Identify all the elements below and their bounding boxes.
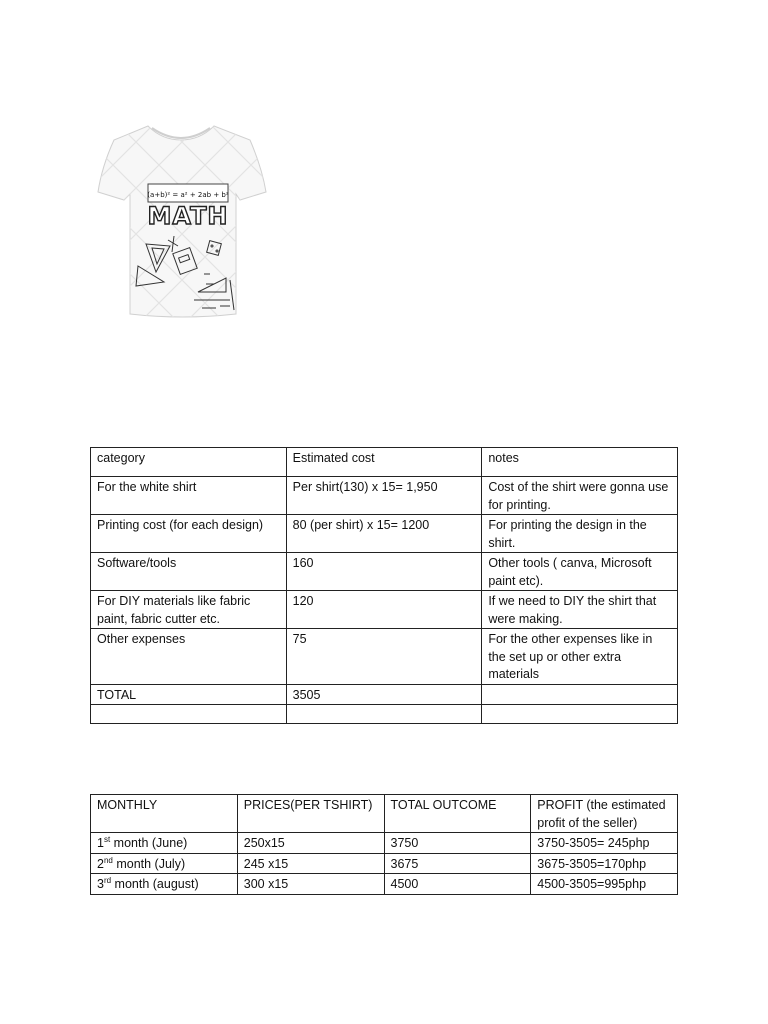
table-row <box>91 833 678 854</box>
table-row <box>91 853 678 874</box>
table-empty-row <box>91 705 678 724</box>
tshirt-equation: (a+b)² = a² + 2ab + b² <box>147 191 229 199</box>
month-label: month (June) <box>110 836 188 850</box>
cell-month <box>91 853 238 874</box>
monthly-profit-table <box>90 794 678 895</box>
header-estimated-cost: Estimated cost <box>286 448 482 477</box>
cell-category: For DIY materials like fabric paint, fabric cutter etc. <box>91 591 287 629</box>
table-row <box>91 515 678 553</box>
cell-category: Other expenses <box>91 629 287 685</box>
table-row <box>91 629 678 685</box>
month-label: month (august) <box>111 877 199 891</box>
month-ordinal-suffix: nd <box>103 855 113 865</box>
cell-notes: For printing the design in the shirt. <box>482 515 678 553</box>
tshirt-math-word: MATH <box>147 202 229 230</box>
table-row <box>91 477 678 515</box>
cell-total-value: 3505 <box>286 684 482 705</box>
month-ordinal-suffix: st <box>103 834 111 844</box>
cell-outcome: 3675 <box>384 853 531 874</box>
cell-estimated-cost: 120 <box>286 591 482 629</box>
cell-estimated-cost: 160 <box>286 553 482 591</box>
cell-category: Software/tools <box>91 553 287 591</box>
cell-notes: For the other expenses like in the set up or other extra materials <box>482 629 678 685</box>
table-total-row <box>91 684 678 705</box>
cell-profit: 4500-3505=995php <box>531 874 678 895</box>
header-category: category <box>91 448 287 477</box>
cell-estimated-cost: Per shirt(130) x 15= 1,950 <box>286 477 482 515</box>
month-number: 3 <box>97 877 104 891</box>
cell-notes <box>482 684 678 705</box>
cell-empty <box>286 705 482 724</box>
table-header-row <box>91 795 678 833</box>
cell-profit: 3675-3505=170php <box>531 853 678 874</box>
header-prices: PRICES(PER TSHIRT) <box>237 795 384 833</box>
cell-outcome: 4500 <box>384 874 531 895</box>
header-profit: PROFIT (the estimated profit of the seller) <box>531 795 678 833</box>
cell-price: 245 x15 <box>237 853 384 874</box>
table-row <box>91 874 678 895</box>
month-label: month (July) <box>112 856 186 871</box>
cell-notes: Other tools ( canva, Microsoft paint etc). <box>482 553 678 591</box>
month-number: 1 <box>97 836 104 850</box>
cell-price: 300 x15 <box>237 874 384 895</box>
estimated-cost-table <box>90 447 678 724</box>
math-tshirt-image <box>90 96 272 348</box>
header-total-outcome: TOTAL OUTCOME <box>384 795 531 833</box>
cell-category: Printing cost (for each design) <box>91 515 287 553</box>
month-number: 2 <box>97 856 104 871</box>
cell-outcome: 3750 <box>384 833 531 854</box>
table-row <box>91 591 678 629</box>
month-ordinal-suffix: rd <box>103 875 112 885</box>
cell-month <box>91 874 238 895</box>
tshirt-illustration <box>90 96 272 348</box>
cell-estimated-cost: 75 <box>286 629 482 685</box>
table-header-row <box>91 448 678 477</box>
cell-empty <box>482 705 678 724</box>
header-monthly: MONTHLY <box>91 795 238 833</box>
cell-total-label: TOTAL <box>91 684 287 705</box>
header-notes: notes <box>482 448 678 477</box>
cell-notes: If we need to DIY the shirt that were making. <box>482 591 678 629</box>
table-row <box>91 553 678 591</box>
cell-category: For the white shirt <box>91 477 287 515</box>
cell-estimated-cost: 80 (per shirt) x 15= 1200 <box>286 515 482 553</box>
cell-price: 250x15 <box>237 833 384 854</box>
cell-profit: 3750-3505= 245php <box>531 833 678 854</box>
cell-empty <box>91 705 287 724</box>
cell-month <box>91 833 238 854</box>
cell-notes: Cost of the shirt were gonna use for printing. <box>482 477 678 515</box>
